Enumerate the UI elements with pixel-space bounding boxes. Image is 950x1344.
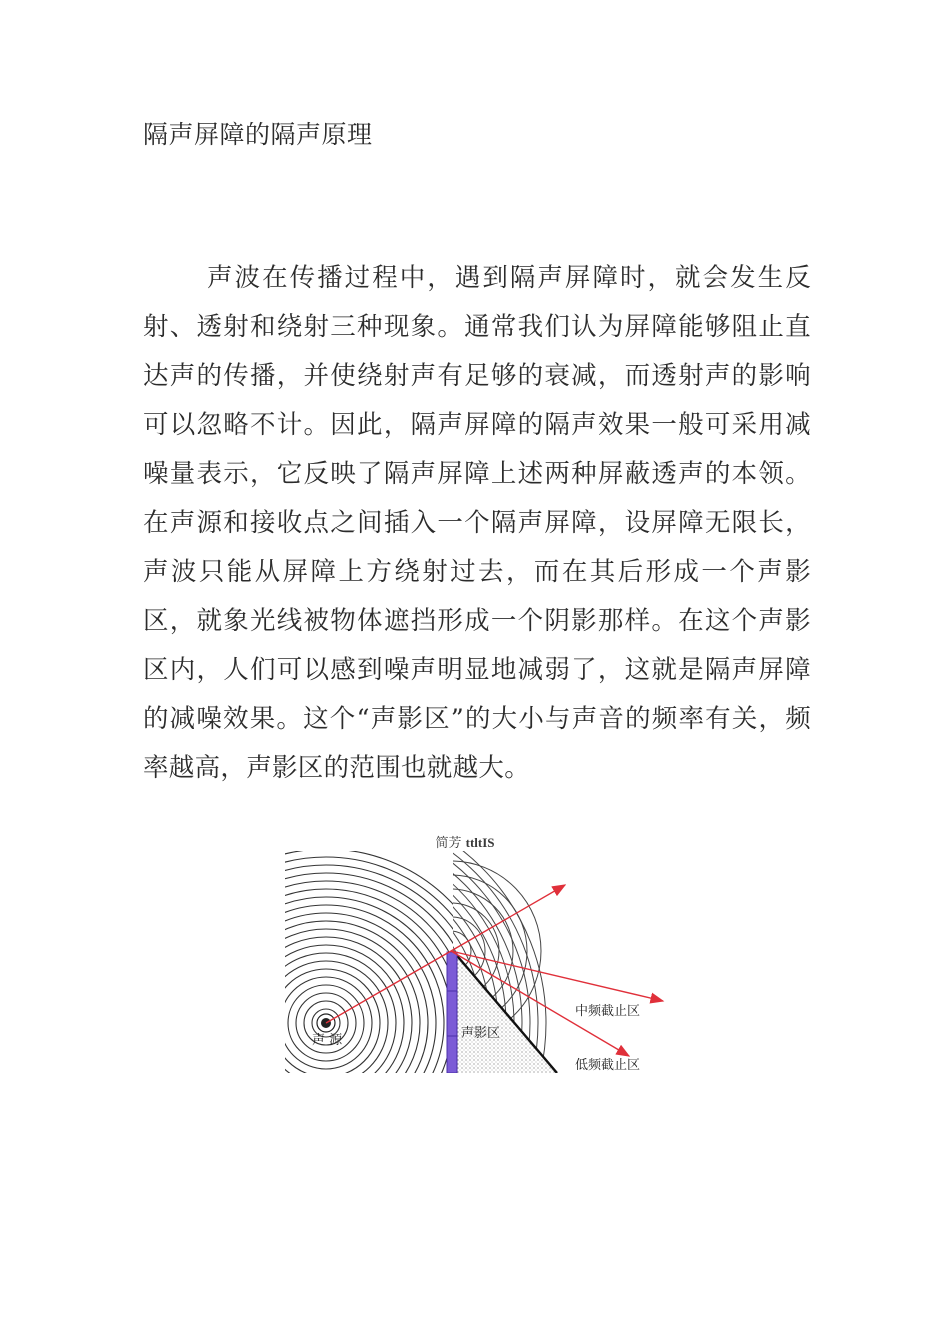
sound-barrier-diagram xyxy=(285,851,685,1073)
low-freq-cutoff-label: 低频截止区 xyxy=(575,1058,641,1073)
caption-bold: ttltIS xyxy=(465,835,495,850)
wave-ring xyxy=(285,921,428,1073)
mid-freq-cutoff-label: 中频截止区 xyxy=(575,1004,641,1019)
shadow-zone-label: 声影区 xyxy=(461,1026,501,1041)
wave-ring xyxy=(285,969,380,1073)
body-paragraph: 声波在传播过程中，遇到隔声屏障时，就会发生反射、透射和绕射三种现象。通常我们认为屏障能够阻止直达声的传播，并使绕射声有足够的衰减，而透射声的影响可以忽略不计。因此，隔声屏障的隔声效果一般可采用减噪量表示，它反映了隔声屏障上述两种屏蔽透声的本领。在声源和接收点之间插入一个隔声屏障，设屏障无限长，声波只能从屏障上方绕射过去，而在其后形成一个声影区，就象光线被物体遮挡形成一个阴影那样。在这个声影区内，人们可以感到噪声明显地减弱了，这就是隔声屏障的减噪效果。这个“声影区”的大小与声音的频率有关，频率越高，声影区的范围也就越大。 xyxy=(143,263,811,783)
figure-caption xyxy=(0,832,930,851)
caption-prefix: 简芳 xyxy=(435,836,462,851)
barrier xyxy=(447,952,457,1073)
reflected-ray-high xyxy=(451,885,565,951)
incident-ray xyxy=(326,951,451,1023)
page-title: 隔声屏障的隔声原理 xyxy=(143,120,373,149)
source-label: 声 源 xyxy=(312,1033,343,1048)
